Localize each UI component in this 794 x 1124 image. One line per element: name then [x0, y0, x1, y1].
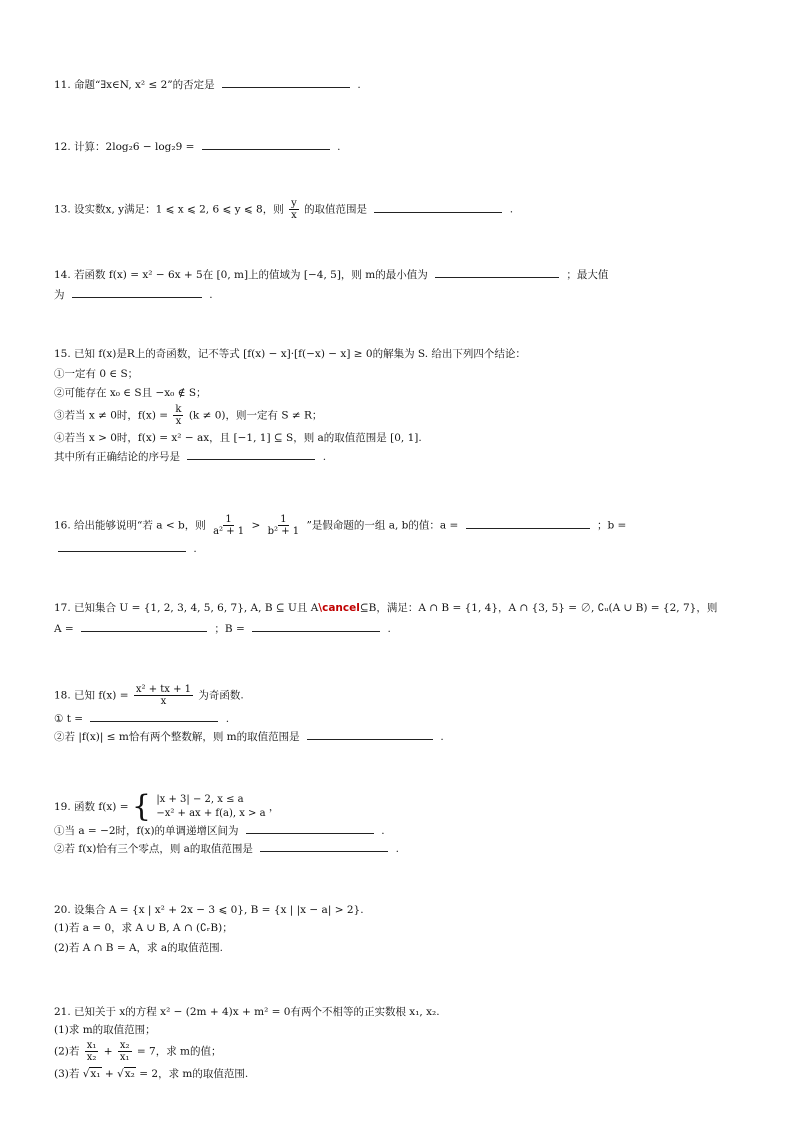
question-18-line-3: [54, 728, 444, 745]
question-20-line-1: [54, 902, 364, 918]
q17-tail: .: [387, 623, 391, 635]
q20-line1: 设集合 A = {x | x² + 2x − 3 ⩽ 0}, B = {x | |x − a| > 2}.: [74, 904, 364, 916]
q12-text: 计算：2log₂6 − log₂9 =: [74, 141, 195, 153]
question-18-line-1: [54, 684, 244, 707]
q20-number: 20.: [54, 904, 71, 916]
q18-tail-2: .: [440, 731, 444, 743]
q14-text-b: ；最大值: [566, 269, 609, 281]
q19-text-a: 函数 f(x) =: [74, 801, 129, 813]
q20-line2: (1)若 a = 0，求 A ∪ B, A ∩ (∁ᵣB)；: [54, 922, 233, 934]
q13-text-b: 的取值范围是: [304, 203, 368, 216]
q16-b-blank[interactable]: [58, 540, 186, 552]
question-15-line-4: [54, 404, 322, 427]
q17-number: 17.: [54, 602, 71, 614]
q15-frac-denominator: x: [175, 416, 182, 427]
q16-gt: >: [251, 519, 261, 532]
q21-frac1-denominator: x₂: [86, 1052, 97, 1063]
q19-case-2: −x² + ax + f(a), x > a: [156, 808, 266, 819]
q18-fraction: [134, 684, 193, 707]
q18-line3: ②若 |f(x)| ≤ m恰有两个整数解，则 m的取值范围是: [54, 731, 300, 743]
q16-frac2-numerator: 1: [280, 514, 287, 525]
question-13: [54, 198, 513, 221]
q18-tail-1: .: [225, 713, 230, 725]
q21-line2: (1)求 m的取值范围；: [54, 1024, 156, 1036]
q19-tail-2: .: [395, 843, 399, 855]
q20-line3: (2)若 A ∩ B = A，求 a的取值范围.: [54, 942, 223, 954]
q15-line5: ④若当 x > 0时，f(x) = x² − ax，且 [−1, 1] ⊆ S，则 a的取值范围是 [0, 1].: [54, 432, 422, 444]
q21-line3-b: = 7，求 m的值；: [136, 1045, 222, 1058]
question-20-line-3: [54, 940, 223, 956]
question-21-line-1: [54, 1004, 440, 1020]
q15-frac-numerator: k: [175, 404, 182, 415]
q16-frac1-numerator: 1: [225, 514, 232, 525]
q16-text-a: 给出能够说明“若 a < b，则: [74, 519, 206, 532]
q21-line4-a: (3)若: [54, 1068, 80, 1080]
q21-sqrt-plus: +: [104, 1068, 114, 1080]
q21-line1: 已知关于 x的方程 x² − (2m + 4)x + m² = 0有两个不相等的正实数根 x₁, x₂.: [74, 1006, 440, 1018]
question-15-line-3: [54, 385, 207, 401]
q15-answer-blank[interactable]: [187, 448, 315, 460]
q14-tail: .: [209, 289, 213, 301]
q12-number: 12.: [54, 141, 71, 153]
q16-tail: .: [193, 543, 197, 555]
q21-frac2-numerator: x₂: [119, 1040, 130, 1051]
question-21-line-4: [54, 1066, 248, 1082]
q21-fraction-1: [85, 1040, 99, 1063]
q11-number: 11.: [54, 79, 71, 91]
question-16-line-1: [54, 514, 626, 537]
question-12: [54, 138, 340, 155]
question-19-line-2: [54, 822, 385, 839]
q19-interval-blank[interactable]: [246, 822, 374, 834]
question-19-line-3: [54, 840, 399, 857]
q14-text-c: 为: [54, 289, 65, 301]
q18-t-blank[interactable]: [90, 710, 218, 722]
q14-text-a: 若函数 f(x) = x² − 6x + 5在 [0, m]上的值域为 [−4, 5]，则 m的最小值为: [74, 269, 428, 281]
q16-a-blank[interactable]: [466, 517, 590, 529]
q17-text-c: A =: [54, 623, 74, 635]
q13-number: 13.: [54, 203, 71, 216]
q11-tail: .: [357, 79, 361, 91]
question-15-line-1: [54, 346, 526, 362]
q19-number: 19.: [54, 801, 71, 813]
q17-a-blank[interactable]: [81, 620, 207, 632]
question-17-line-2: [54, 620, 391, 637]
q11-answer-blank[interactable]: [222, 76, 350, 88]
q15-line3: ②可能存在 x₀ ∈ S且 −x₀ ∉ S；: [54, 387, 207, 399]
q11-text: 命题“∃x∈N, x² ≤ 2”的否定是: [74, 79, 215, 91]
q13-frac-denominator: x: [291, 210, 297, 221]
q13-answer-blank[interactable]: [374, 201, 502, 213]
question-17-line-1: [54, 600, 717, 616]
question-15-line-2: [54, 366, 138, 382]
q18-number: 18.: [54, 689, 71, 702]
q19-cases: [156, 793, 265, 821]
q17-text-b: ⊆B，满足：A ∩ B = {1, 4}，A ∩ {3, 5} = ∅, ∁ᵤ(A ∪ B) = {2, 7}，则: [359, 602, 718, 614]
question-21-line-3: [54, 1040, 222, 1063]
q16-frac2-denominator: b² + 1: [267, 526, 300, 537]
q12-answer-blank[interactable]: [202, 138, 330, 150]
q19-a-blank[interactable]: [260, 840, 388, 852]
q15-number: 15.: [54, 348, 71, 360]
q15-line4-a: ③若当 x ≠ 0时，f(x) =: [54, 409, 169, 422]
question-21-line-2: [54, 1022, 156, 1038]
q19-tail-1: .: [381, 825, 385, 837]
q16-fraction-2: [266, 514, 302, 537]
q18-frac-numerator: x² + tx + 1: [135, 684, 192, 695]
q15-line6: 其中所有正确结论的序号是: [54, 451, 180, 463]
question-14-line-2: [54, 286, 213, 303]
q21-sqrt2-radicand: x₂: [124, 1068, 135, 1080]
q15-line2: ①一定有 0 ∈ S；: [54, 368, 139, 380]
q15-line1: 已知 f(x)是R上的奇函数，记不等式 [f(x) − x]·[f(−x) − x] ≥ 0的解集为 S. 给出下列四个结论：: [74, 348, 526, 360]
q15-fraction: [173, 404, 183, 427]
question-19-line-1: [54, 789, 280, 824]
question-18-line-2: [54, 710, 229, 727]
q15-line4-b: (k ≠ 0)，则一定有 S ≠ R；: [188, 409, 323, 422]
q18-line2: ① t =: [54, 713, 84, 725]
q16-number: 16.: [54, 519, 71, 532]
q21-plus: +: [103, 1045, 113, 1058]
question-14-line-1: [54, 266, 608, 283]
question-16-line-2: [54, 540, 197, 557]
question-20-line-2: [54, 920, 233, 936]
q18-text-a: 已知 f(x) =: [74, 689, 129, 702]
q13-fraction: [289, 198, 299, 221]
q17-cancel-macro: \cancel: [318, 602, 360, 614]
q13-tail: .: [509, 203, 514, 216]
q16-text-b: ”是假命题的一组 a, b的值：a =: [306, 519, 459, 532]
q17-text-d: ；B =: [214, 623, 245, 635]
q21-sqrt-1: √x₁: [82, 1068, 101, 1080]
q19-line2: ①当 a = −2时，f(x)的单调递增区间为: [54, 825, 239, 837]
q19-left-brace: {: [131, 789, 151, 824]
q16-text-c: ；b =: [596, 519, 627, 532]
question-15-line-6: [54, 448, 326, 465]
q18-m-blank[interactable]: [307, 728, 433, 740]
q21-line3-a: (2)若: [54, 1045, 80, 1058]
q19-line3: ②若 f(x)恰有三个零点，则 a的取值范围是: [54, 843, 253, 855]
q17-text-a: 已知集合 U = {1, 2, 3, 4, 5, 6, 7}, A, B ⊆ U且 A: [74, 602, 319, 614]
q17-b-blank[interactable]: [252, 620, 380, 632]
q21-frac2-denominator: x₁: [119, 1052, 130, 1063]
q19-comma: ，: [268, 801, 280, 813]
q18-text-b: 为奇函数.: [198, 689, 244, 702]
q13-text-a: 设实数x, y满足：1 ⩽ x ⩽ 2, 6 ⩽ y ⩽ 8，则: [74, 203, 284, 216]
q21-frac1-numerator: x₁: [86, 1040, 97, 1051]
q21-line4-b: = 2，求 m的取值范围.: [139, 1068, 249, 1080]
q13-frac-numerator: y: [291, 198, 297, 209]
q14-max-blank[interactable]: [72, 286, 202, 298]
q15-tail: .: [322, 451, 327, 463]
question-15-line-5: [54, 430, 422, 446]
q16-frac1-denominator: a² + 1: [213, 526, 245, 537]
q21-fraction-2: [118, 1040, 132, 1063]
q19-case-1: |x + 3| − 2, x ≤ a: [156, 794, 244, 805]
q18-frac-denominator: x: [160, 696, 167, 707]
q12-tail: .: [337, 141, 341, 153]
question-11: [54, 76, 361, 93]
q21-sqrt-2: √x₂: [117, 1068, 135, 1080]
q21-number: 21.: [54, 1006, 71, 1018]
q14-number: 14.: [54, 269, 71, 281]
q16-fraction-1: [211, 514, 246, 537]
q21-sqrt1-radicand: x₁: [90, 1068, 101, 1080]
q14-min-blank[interactable]: [435, 266, 559, 278]
